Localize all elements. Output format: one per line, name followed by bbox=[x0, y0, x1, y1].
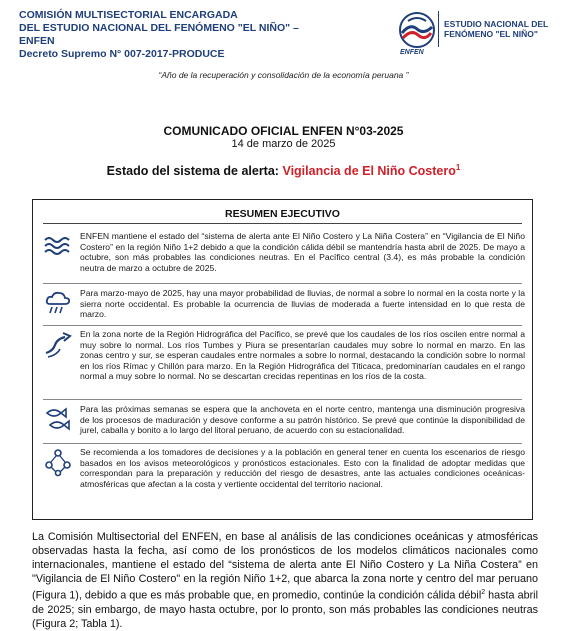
enfen-logo bbox=[398, 11, 558, 59]
item-divider bbox=[43, 283, 522, 284]
year-motto: “Año de la recuperación y consolidación de la economía peruana ” bbox=[158, 70, 409, 80]
logo-text-line1: ESTUDIO NACIONAL DEL bbox=[444, 19, 549, 29]
executive-summary bbox=[32, 199, 533, 520]
org-name-line1: COMISIÓN MULTISECTORIAL ENCARGADA bbox=[19, 9, 238, 21]
body-paragraph bbox=[32, 530, 538, 631]
summary-item bbox=[43, 447, 523, 513]
summary-item bbox=[43, 288, 523, 320]
alert-status bbox=[0, 163, 567, 178]
summary-title: RESUMEN EJECUTIVO bbox=[225, 208, 340, 220]
item-divider bbox=[43, 443, 522, 444]
summary-item bbox=[43, 404, 523, 446]
logo-divider bbox=[438, 11, 439, 47]
org-name-line3: ENFEN bbox=[19, 35, 55, 47]
summary-divider bbox=[43, 223, 522, 224]
logo-wordmark bbox=[444, 19, 564, 39]
summary-item-text: Para las próximas semanas se espera que la anchoveta en el norte centro, mantenga una disminución progresiva de los procesos de maduración y desove conforme a su patrón histórico. Se prevé que continúe la disponibilidad de jurel, caballa y bonito a lo largo del litoral peruano, de acuerdo con su estacionalidad. bbox=[80, 404, 525, 436]
alert-value: Vigilancia de El Niño Costero bbox=[282, 164, 456, 179]
summary-item-text: Para marzo-mayo de 2025, hay una mayor probabilidad de lluvias, de normal a sobre lo normal en la costa norte y la sierra norte occidental. Es probable la ocurrencia de lluvias de moderada a fuerte intensidad en lo que resta de marzo. bbox=[80, 288, 525, 320]
decree-text: Decreto Supremo N° 007-2017-PRODUCE bbox=[19, 48, 225, 60]
summary-item-text: En la zona norte de la Región Hidrográfica del Pacífico, se prevé que los caudales de los ríos oscilen entre normal a muy sobre lo normal. Los ríos Tumbes y Piura se presentarían caudales muy sobre lo normal en marzo. En las zonas centro y sur, se esperan caudales entre normales a sobre lo normal, destacando la condición sobre lo normal en los ríos Rímac y Chillón para marzo. En la Región Hidrográfica del Titicaca, predominarían caudales en el rango normal a muy sobre lo normal. No se descartan crecidas repentinas en los ríos de la costa. bbox=[80, 329, 525, 382]
fish-icon bbox=[43, 404, 73, 434]
river-flow-icon bbox=[43, 329, 73, 359]
org-header bbox=[19, 9, 319, 61]
communique-title: COMUNICADO OFICIAL ENFEN N°03-2025 bbox=[163, 124, 404, 138]
summary-item bbox=[43, 231, 523, 281]
alert-footnote: 1 bbox=[455, 163, 461, 172]
rain-cloud-icon bbox=[43, 288, 73, 318]
body-footnote: 2 bbox=[481, 589, 486, 597]
summary-item bbox=[43, 329, 523, 395]
logo-caption: ENFEN bbox=[400, 49, 424, 56]
summary-item-text: ENFEN mantiene el estado del “sistema de alerta ante El Niño Costero y La Niña Costera” en “Vigilancia de El Niño Costero” en la región Niño 1+2 debido a que la condición cálida débil se mantendría hasta abril de 2025. De mayo a octubre, son más probables las condiciones neutras. En el Pacífico central (3.4), es más probable la condición neutra de marzo a octubre de 2025. bbox=[80, 231, 525, 273]
enfen-logo-icon bbox=[398, 11, 436, 49]
ocean-waves-icon bbox=[43, 231, 73, 261]
alert-label: Estado del sistema de alerta: bbox=[106, 164, 279, 179]
people-network-icon bbox=[43, 447, 73, 477]
body-text-part2: hasta abril de 2025; sin embargo, de mayo hasta octubre, por lo pronto, son más probables las condiciones neutras (Figura 2; Tabla 1). bbox=[32, 589, 538, 631]
body-text-part1: La Comisión Multisectorial del ENFEN, en base al análisis de las condiciones oceánicas y atmosféricas observadas hasta la fecha, así como de los pronósticos de los modelos climáticos nacionales como internacionales, mantiene el estado del “sistema de alerta ante El Niño Costero y La Niña Costera” en "Vigilancia de El Niño Costero" en la región Niño 1+2, que abarca la zona norte y centro del mar peruano (Figura 1), debido a que es más probable que, en promedio, continúe la condición cálida débil bbox=[32, 531, 538, 602]
item-divider bbox=[43, 325, 522, 326]
org-name-line2: DEL ESTUDIO NACIONAL DEL FENÓMENO "EL NIÑO" – bbox=[19, 22, 299, 34]
logo-text-line2: FENÓMENO "EL NIÑO" bbox=[444, 29, 538, 39]
summary-item-text: Se recomienda a los tomadores de decisiones y a la población en general tener en cuenta los escenarios de riesgo basados en los avisos meteorológicos y pronósticos estacionales. Esto con la finalidad de adoptar medidas que correspondan para la preparación y reducción del riesgo de desastres, ante las actuales condiciones oceánicas-atmosféricas que afectan a la costa y vertiente occidental del territorio nacional. bbox=[80, 447, 525, 489]
item-divider bbox=[43, 399, 522, 400]
communique-date: 14 de marzo de 2025 bbox=[231, 138, 336, 150]
